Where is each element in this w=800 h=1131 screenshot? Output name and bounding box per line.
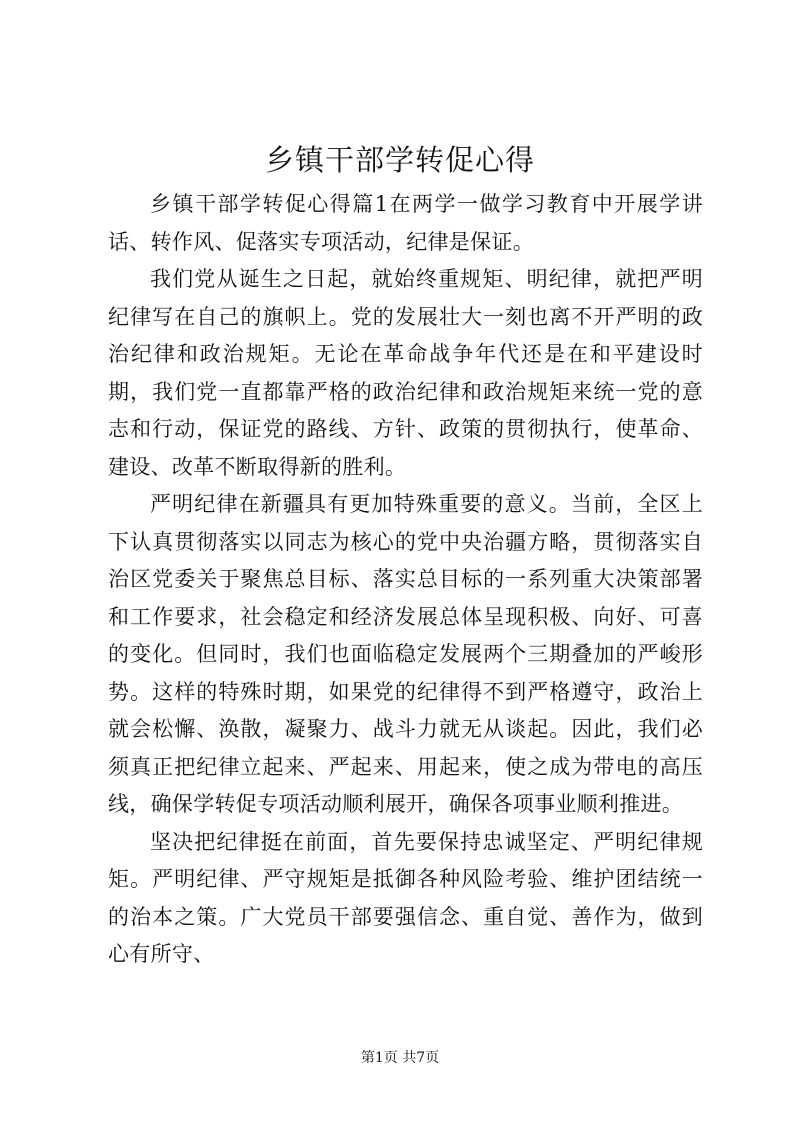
paragraph: 严明纪律在新疆具有更加特殊重要的意义。当前，全区上下认真贯彻落实以同志为核心的党中央治疆方略，贯彻落实自治区党委关于聚焦总目标、落实总目标的一系列重大决策部署和工作要求，社会稳定和经济发展总体呈现积极、向好、可喜的变化。但同时，我们也面临稳定发展两个三期叠加的严峻形势。这样的特殊时期，如果党的纪律得不到严格遵守，政治上就会松懈、涣散，凝聚力、战斗力就无从谈起。因此，我们必须真正把纪律立起来、严起来、用起来，使之成为带电的高压线，确保学转促专项活动顺利展开，确保各项事业顺利推进。: [108, 492, 703, 816]
paragraph: 我们党从诞生之日起，就始终重规矩、明纪律，就把严明纪律写在自己的旗帜上。党的发展壮大一刻也离不开严明的政治纪律和政治规矩。无论在革命战争年代还是在和平建设时期，我们党一直都靠严格的政治纪律和政治规矩来统一党的意志和行动，保证党的路线、方针、政策的贯彻执行，使革命、建设、改革不断取得新的胜利。: [108, 267, 703, 479]
page-footer: [0, 1048, 800, 1068]
document-title: 乡镇干部学转促心得: [264, 143, 535, 177]
document-body: [108, 186, 703, 974]
page-number: 第1页 共7页: [360, 1050, 440, 1066]
paragraph: 乡镇干部学转促心得篇1在两学一做学习教育中开展学讲话、转作风、促落实专项活动，纪律是保证。: [108, 192, 703, 254]
paragraph: 坚决把纪律挺在前面，首先要保持忠诚坚定、严明纪律规矩。严明纪律、严守规矩是抵御各种风险考验、维护团结统一的治本之策。广大党员干部要强信念、重自觉、善作为，做到心有所守、: [108, 829, 703, 966]
